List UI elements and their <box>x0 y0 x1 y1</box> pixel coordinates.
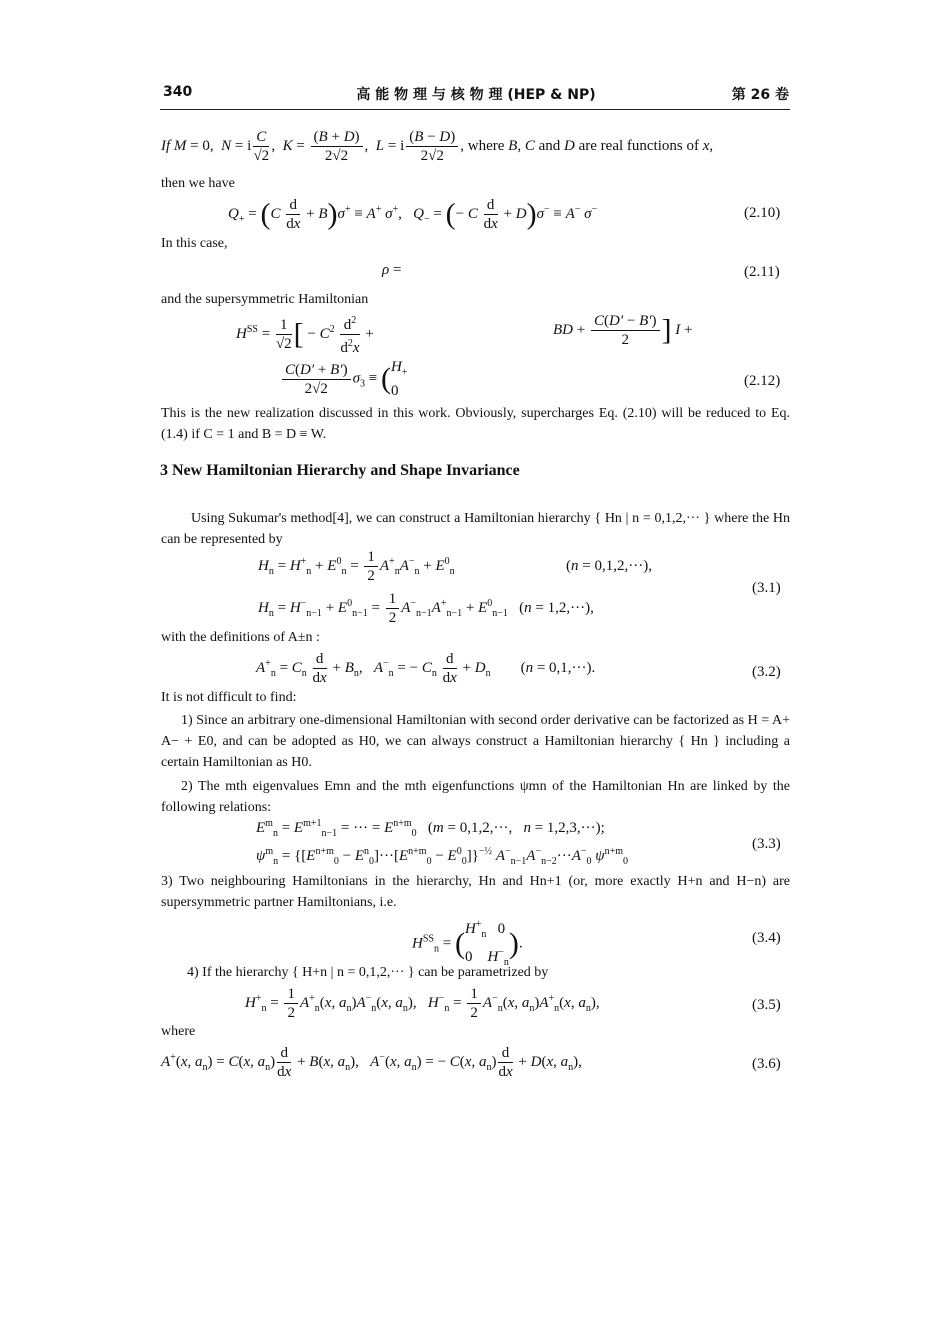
running-header <box>163 84 789 108</box>
equation-2-12-line-1b: BD + $\frac{C(D' - B')}{2}$ ] I + <box>553 313 693 348</box>
item-4: 4) If the hierarchy { H+n | n = 0,1,2,··· } can be parametrized by <box>187 965 549 980</box>
new-realization-paragraph: This is the new realization discussed in this work. Obviously, supercharges Eq. (2.10) will be reduced to Eq. (1.4) if C = 1 and B = D ≡ W. <box>161 406 790 442</box>
equation-2-12-line-2: $\frac{C(D' + B')}{2√2}$ $\sigma_3 \equiv (H_+$ 0 <box>280 358 407 400</box>
equation-number-3-6: (3.6) <box>752 1056 781 1072</box>
equation-number-3-4: (3.4) <box>752 930 781 946</box>
equation-number-2-10: (2.10) <box>744 205 781 221</box>
equation-3-5: $H^+_n$ = $\frac{1}{2}$ $A^+_n(x$, $a_n)A^-_n(x$, $a_n$), $H^-_n$ = $\frac{1}{2}$ $A^-_n(x$, $a_n)A^+_n(x$, $a_n$), <box>245 986 600 1021</box>
equation-3-3-line-2: $\psi^m_n = \{[E^{n+m}_0 - E^n_0]\cdot\cdot\cdot[E^{n+m}_0 - E^0_0]\}^{-\frac{1}{2}}$ $A^-_{n-1}A^-_{n-2}\cdot\cdot\cdot A^-_0$ $\psi^{n+m}_0$ <box>256 846 629 867</box>
section-heading: 3 New Hamiltonian Hierarchy and Shape Invariance <box>160 462 520 479</box>
item-1: 1) Since an arbitrary one-dimensional Hamiltonian with second order derivative can be factorized as H = A+ A− + E0, and can be adopted as H0, we can always construct a Hamiltonian hierarchy { Hn } including a certain Hamiltonian as H0. <box>161 713 790 770</box>
where-label: where <box>161 1024 196 1039</box>
equation-3-4: $H^{SS}_n = (H^+_n$ 0 0 $H^-_n$). <box>412 919 523 968</box>
equation-3-1-line-1: $H_n = H^+_n + E^0_n$ = $\frac{1}{2}$ $A^+_nA^-_n + E^0_n$ <box>258 549 455 584</box>
sukumar-paragraph: Using Sukumar's method[4], we can construct a Hamiltonian hierarchy { Hn | n = 0,1,2,··· } where the Hn can be represented by <box>161 511 790 547</box>
page-number: 340 <box>163 84 193 100</box>
equation-number-2-12: (2.12) <box>744 373 781 389</box>
not-difficult: It is not difficult to find: <box>161 690 297 705</box>
equation-3-2: $A^+_n = C_n$ $\frac{d}{dx}$ + $B_n$, $A^-_n$ = − $C_n$ $\frac{d}{dx}$ + $D_n$ (n = 0,1,···). <box>256 651 596 686</box>
definition-line: If M = 0, N = i $\frac{C}{√2}$ , K = $\frac{(B + D)}{2√2}$ , L = i $\frac{(B - D)}{2√2}$ , where B, C and D are real functions of x, <box>161 129 714 164</box>
item-3: 3) Two neighbouring Hamiltonians in the hierarchy, Hn and Hn+1 (or, more exactly H+n and H−n) are supersymmetric partner Hamiltonians, i.e. <box>161 874 790 910</box>
equation-2-11: ρ = <box>382 262 402 278</box>
journal-title: 高 能 物 理 与 核 物 理 (HEP & NP) <box>356 87 596 103</box>
equation-number-3-5: (3.5) <box>752 997 781 1013</box>
equation-number-3-3: (3.3) <box>752 836 781 852</box>
with-definitions: with the definitions of A±n : <box>161 630 320 645</box>
equation-2-10: $Q_+ = (C$ $\frac{d}{dx}$ + B)σ+ ≡ A+ σ+, $Q_-$ = (− C $\frac{d}{dx}$ + D)σ− ≡ A− σ− <box>228 197 598 232</box>
equation-number-3-2: (3.2) <box>752 664 781 680</box>
item-2: 2) The mth eigenvalues Emn and the mth eigenfunctions ψmn of the Hamiltonian Hn are linked by the following relations: <box>161 779 790 815</box>
volume-label: 第 26 卷 <box>731 87 789 103</box>
header-rule <box>160 109 790 110</box>
equation-number-3-1: (3.1) <box>752 580 781 596</box>
equation-2-12-line-1: $H^{SS}$ = $\frac{1}{√2}$ [ − $C^2$ $\frac{d^2}{d^2x}$ + <box>236 312 374 357</box>
equation-number-2-11: (2.11) <box>744 264 780 280</box>
equation-3-1-cond-1: (n = 0,1,2,···), <box>566 558 652 574</box>
equation-3-3-line-1: $E^m_n = E^{m+1}_{n-1}$ = ··· = $E^{n+m}_0$ (m = 0,1,2,···, n = 1,2,3,···); <box>256 818 605 839</box>
equation-3-1-line-2: $H_n = H^-_{n-1} + E^0_{n-1}$ = $\frac{1}{2}$ $A^-_{n-1}A^+_{n-1} + E^0_{n-1}$ (n = 1,2,···), <box>258 591 594 626</box>
equation-3-6: A+(x, $a_n) = C(x$, $a_n$) $\frac{d}{dx}$ + B(x, $a_n$), A−(x, $a_n$) = − C(x, $a_n$) $\frac{d}{dx}$ + D(x, $a_n$), <box>161 1045 582 1080</box>
in-this-case: In this case, <box>161 236 228 251</box>
then-we-have: then we have <box>161 176 235 191</box>
hamiltonian-intro: and the supersymmetric Hamiltonian <box>161 292 369 307</box>
